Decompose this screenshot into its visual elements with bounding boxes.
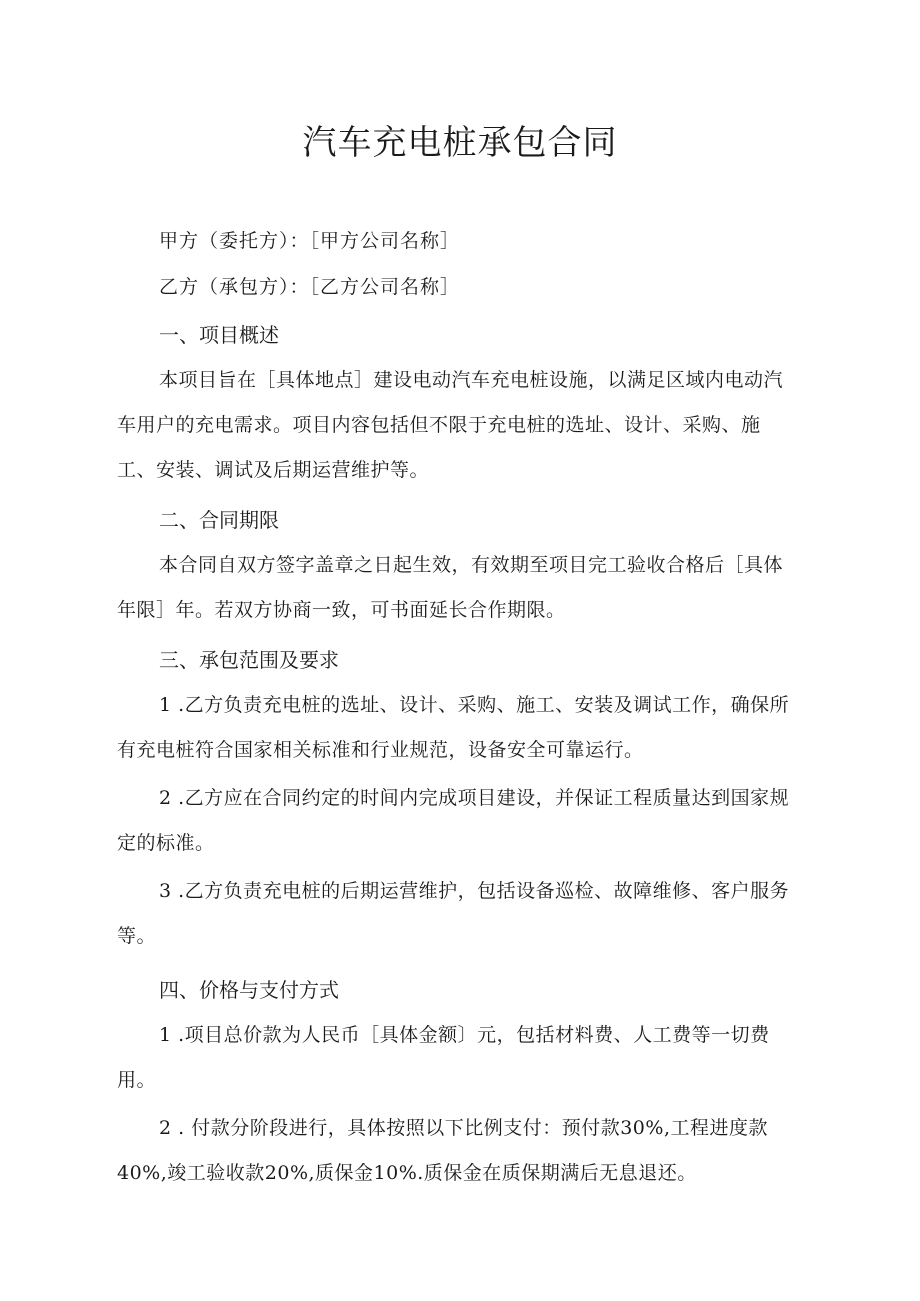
- section-paragraph: 1 .乙方负责充电桩的选址、设计、采购、施工、安装及调试工作，确保所有充电桩符合国家相关标准和行业规范，设备安全可靠运行。: [117, 694, 790, 761]
- section-heading-payment: 四、价格与支付方式: [159, 978, 339, 1002]
- section-paragraph: 1 .项目总价款为人民币［具体金额〕元，包括材料费、人工费等一切费用。: [117, 1024, 770, 1091]
- page-title: 汽车充电桩承包合同: [302, 123, 618, 163]
- section-paragraph: 本合同自双方签字盖章之日起生效，有效期至项目完工验收合格后［具体年限］年。若双方协商一致，可书面延长合作期限。: [117, 554, 784, 621]
- section-paragraph: 3 .乙方负责充电桩的后期运营维护，包括设备巡检、故障维修、客户服务等。: [117, 880, 790, 947]
- contract-body: [117, 218, 797, 1199]
- party-b-line: 乙方（承包方）：［乙方公司名称］: [159, 276, 461, 298]
- section-heading-term: 二、合同期限: [159, 508, 279, 532]
- section-paragraph: 2 .乙方应在合同约定的时间内完成项目建设，并保证工程质量达到国家规定的标准。: [117, 787, 790, 854]
- section-paragraph: 2 . 付款分阶段进行，具体按照以下比例支付：预付款30%,工程进度款40%,竣工验收款20%,质保金10%.质保金在质保期满后无息退还。: [117, 1117, 768, 1184]
- party-a-line: 甲方（委托方）：［甲方公司名称］: [159, 230, 461, 252]
- section-heading-scope: 三、承包范围及要求: [159, 648, 339, 672]
- section-paragraph: 本项目旨在［具体地点］建设电动汽车充电桩设施，以满足区域内电动汽车用户的充电需求。项目内容包括但不限于充电桩的选址、设计、采购、施工、安装、调试及后期运营维护等。: [117, 369, 784, 481]
- section-heading-overview: 一、项目概述: [159, 323, 279, 347]
